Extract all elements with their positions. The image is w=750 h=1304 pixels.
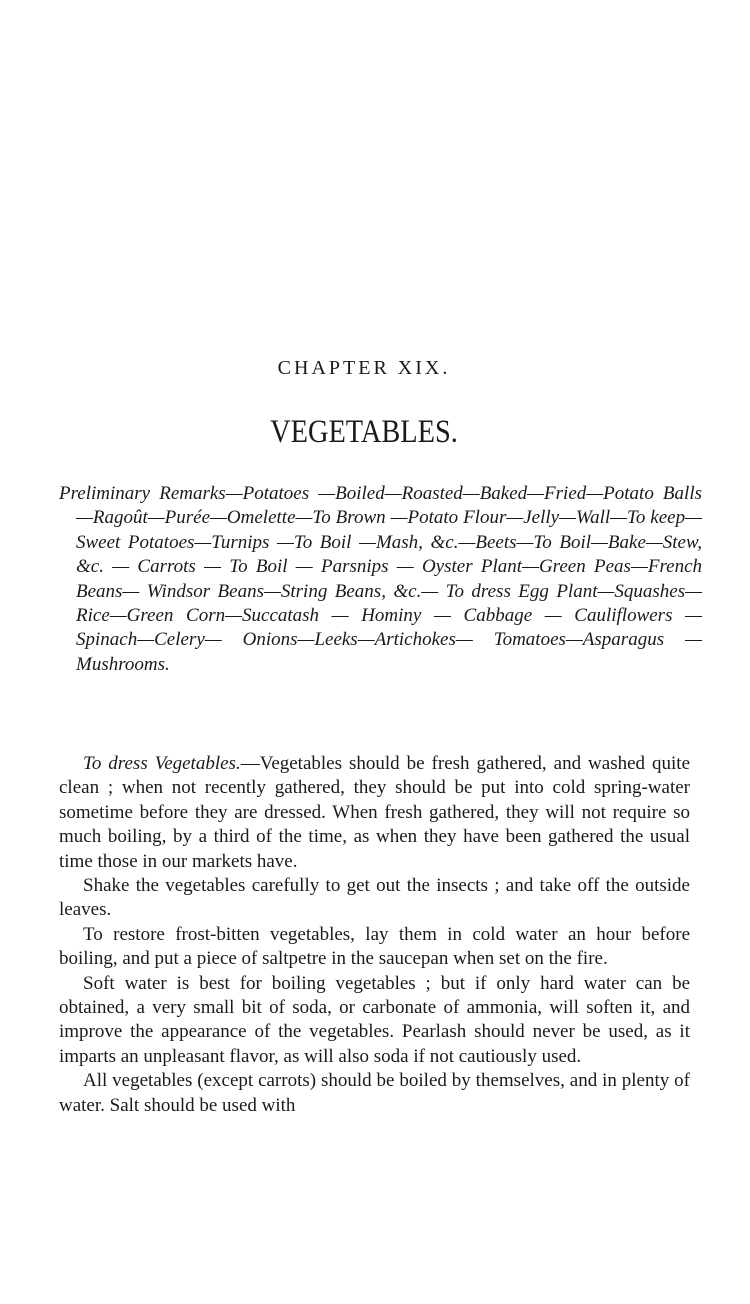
paragraph-text: —Vegetables should be fresh gathered, and washed quite clean ; when not recently gathered, they should be put into cold spring-water sometime before they are dressed. When fresh gathered, they will not require so much boiling, by a third of the time, as when they have been gathered the usual time those in our markets have. bbox=[59, 753, 691, 872]
body-text bbox=[59, 752, 690, 1118]
paragraph-5 bbox=[59, 1069, 690, 1118]
paragraph-text: Shake the vegetables carefully to get out the insects ; and take off the outside leaves. bbox=[59, 875, 690, 921]
paragraph-1 bbox=[59, 752, 690, 874]
run-in-heading: To dress Vegetables. bbox=[83, 753, 241, 774]
paragraph-text: All vegetables (except carrots) should be boiled by themselves, and in plenty of water. Salt should be used with bbox=[59, 1070, 690, 1116]
paragraph-3 bbox=[59, 923, 690, 972]
paragraph-4 bbox=[59, 972, 690, 1070]
paragraph-2 bbox=[59, 874, 690, 923]
chapter-heading: CHAPTER XIX. bbox=[277, 357, 451, 379]
paragraph-text: Soft water is best for boiling vegetables ; but if only hard water can be obtained, a very small bit of soda, or carbonate of ammonia, will soften it, and improve the appearance of the vegetables. Pearlash should never be used, as it imparts an unpleasant flavor, as will also soda if not cautiously used. bbox=[59, 972, 690, 1067]
chapter-summary: Preliminary Remarks—Potatoes —Boiled—Roasted—Baked—Fried—Potato Balls—Ragoût—Purée—Omelette—To Brown —Potato Flour—Jelly—Wall—To keep—Sweet Potatoes—Turnips —To Boil —Mash, &c.—Beets—To Boil—Bake—Stew, &c. — Carrots — To Boil — Parsnips — Oyster Plant—Green Peas—French Beans— Windsor Beans—String Beans, &c.— To dress Egg Plant—Squashes—Rice—Green Corn—Succatash — Hominy — Cabbage — Cauliflowers — Spinach—Celery— Onions—Leeks—Artichokes— Tomatoes—Asparagus —Mushrooms. bbox=[59, 483, 702, 675]
paragraph-text: To restore frost-bitten vegetables, lay them in cold water an hour before boiling, and put a piece of saltpetre in the saucepan when set on the fire. bbox=[59, 923, 690, 970]
chapter-title: VEGETABLES. bbox=[270, 414, 458, 450]
